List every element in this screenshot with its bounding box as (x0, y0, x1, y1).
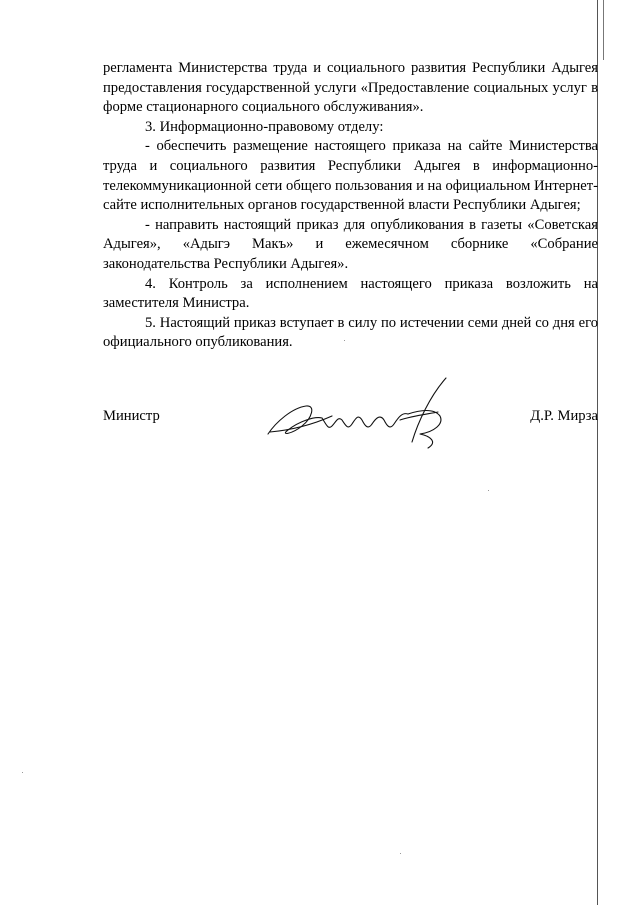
paragraph-publish-newspapers: - направить настоящий приказ для опубликования в газеты «Советская Адыгея», «Адыгэ Макъ» и ежемесячном сборнике «Собрание законодательства Республики Адыгея». (103, 216, 598, 272)
paragraph-regulation-continuation: регламента Министерства труда и социального развития Республики Адыгея предоставления государственной услуги «Предоставление социальных услуг в форме стационарного социального обслуживания». (103, 60, 598, 116)
scan-speck (488, 490, 489, 491)
paragraph-item-3: 3. Информационно-правовому отделу: (145, 118, 384, 135)
scan-speck (400, 853, 401, 854)
paragraph-item-4: 4. Контроль за исполнением настоящего приказа возложить на заместителя Министра. (103, 275, 598, 312)
scan-edge-line-top (603, 0, 604, 60)
document-body (103, 59, 598, 353)
scan-speck (344, 340, 345, 341)
paragraph-publish-website: - обеспечить размещение настоящего приказа на сайте Министерства труда и социального развития Республики Адыгея в информационно-телекоммуникационной сети общего пользования и на официальном Интернет-сайте исполнительных органов государственной власти Республики Адыгея; (103, 138, 598, 214)
scan-speck (22, 772, 23, 773)
paragraph-item-5: 5. Настоящий приказ вступает в силу по истечении семи дней со дня его официального опубликования. (103, 314, 598, 351)
signatory-name: Д.Р. Мирза (530, 408, 598, 424)
signature-block (103, 408, 598, 428)
signatory-title: Министр (103, 408, 160, 424)
